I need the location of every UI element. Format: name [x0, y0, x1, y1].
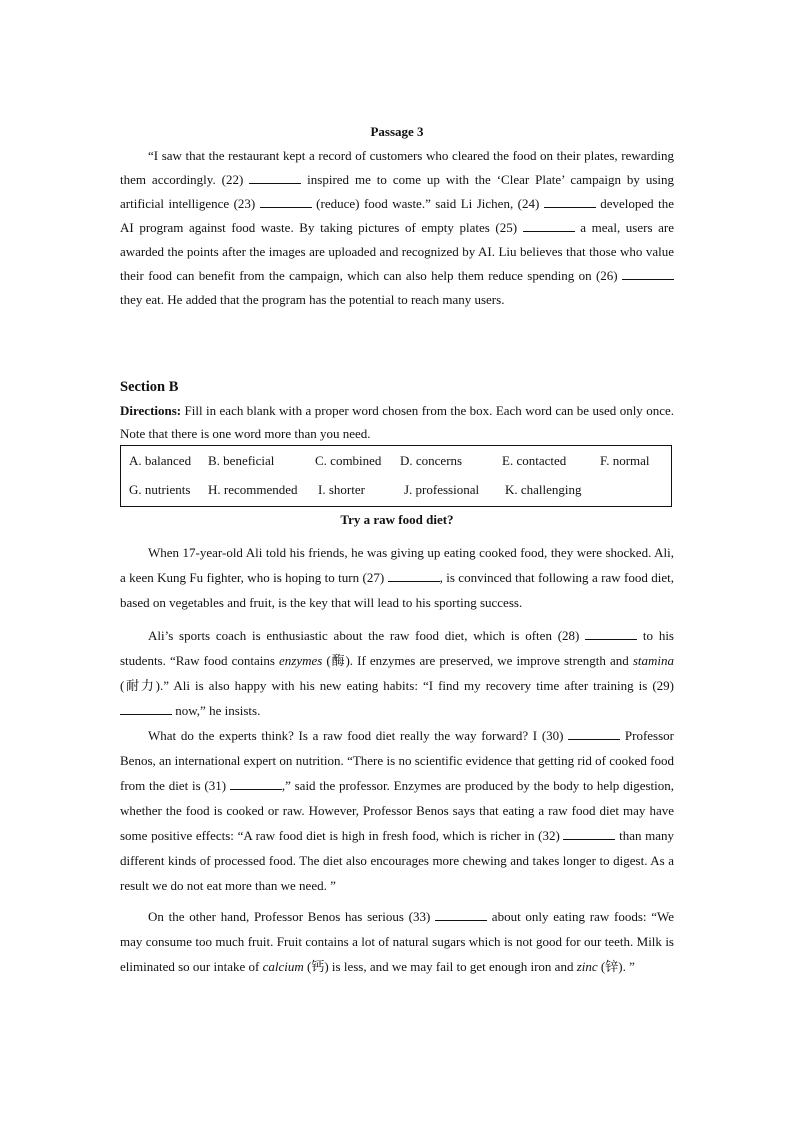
- word-option: E. contacted: [502, 453, 567, 468]
- answer-blank[interactable]: [260, 195, 312, 208]
- word-option: J. professional: [404, 482, 480, 497]
- word-option: C. combined: [315, 453, 382, 468]
- text-run: (reduce) food waste.” said Li Jichen, (24): [311, 196, 544, 211]
- word-option: G. nutrients: [129, 482, 191, 497]
- text-run: (锌). ”: [597, 959, 635, 974]
- answer-blank[interactable]: [388, 569, 440, 582]
- text-run: now,” he insists.: [172, 703, 261, 718]
- text-run: to his students. “Raw food contains: [120, 628, 674, 668]
- text-run: When 17-year-old Ali told his friends, he was giving up eating cooked food, they were shocked. Ali, a keen Kung Fu fighter, who is hoping to turn (27): [120, 545, 674, 585]
- word-option: F. normal: [600, 453, 650, 468]
- text-run: (酶). If enzymes are preserved, we improve strength and: [322, 653, 633, 668]
- text-run: about only eating raw foods: “We may consume too much fruit. Fruit contains a lot of natural sugars which is not good for our teeth. Milk is eliminated so our intake of: [120, 909, 674, 974]
- answer-blank[interactable]: [435, 908, 487, 921]
- text-run: What do the experts think? Is a raw food diet really the way forward? I (30): [148, 728, 569, 743]
- directions-text: Fill in each blank with a proper word chosen from the box. Each word can be used only once. Note that there is one word more than you need.: [120, 403, 674, 441]
- section-b-heading: Section B: [120, 379, 179, 395]
- word-option: B. beneficial: [208, 453, 275, 468]
- italic-term: zinc: [576, 959, 598, 974]
- story-paragraph-1: [120, 540, 674, 615]
- italic-term: calcium: [262, 959, 304, 974]
- text-run: (钙) is less, and we may fail to get enough iron and: [303, 959, 577, 974]
- text-run: Professor Benos, an international expert on nutrition. “There is no scientific evidence that getting rid of cooked food from the diet is (31): [120, 728, 675, 793]
- answer-blank[interactable]: [523, 219, 575, 232]
- answer-blank[interactable]: [544, 195, 596, 208]
- answer-blank[interactable]: [622, 267, 674, 280]
- word-box: [120, 445, 672, 507]
- word-option: K. challenging: [505, 482, 582, 497]
- story-title: Try a raw food diet?: [340, 512, 454, 527]
- answer-blank[interactable]: [568, 727, 620, 740]
- answer-blank[interactable]: [563, 827, 615, 840]
- text-run: a meal, users are awarded the points after the images are uploaded and recognized by AI. Liu believes that those who value their food can benefit from the campaign, which can also help them reduce spending on (26): [120, 220, 674, 283]
- text-run: On the other hand, Professor Benos has serious (33): [148, 909, 436, 924]
- directions: [120, 399, 674, 445]
- passage-title: Passage 3: [370, 124, 424, 139]
- word-option: D. concerns: [400, 453, 463, 468]
- story-paragraph-3: [120, 723, 674, 898]
- word-option: A. balanced: [129, 453, 192, 468]
- word-option: I. shorter: [318, 482, 365, 497]
- text-run: Ali’s sports coach is enthusiastic about the raw food diet, which is often (28): [148, 628, 586, 643]
- text-run: developed the AI program against food waste. By taking pictures of empty plates (25): [120, 196, 675, 235]
- word-option: H. recommended: [208, 482, 298, 497]
- story-paragraph-2: [120, 623, 674, 723]
- text-run: ,” said the professor. Enzymes are produced by the body to help digestion, whether the food is cooked or raw. However, Professor Benos says that eating a raw food diet may have some positive effects: “A raw food diet is high in fresh food, which is richer in (32): [120, 778, 674, 843]
- text-run: (耐力).” Ali is also happy with his new eating habits: “I find my recovery time after training is (29): [120, 678, 674, 693]
- italic-term: stamina: [632, 653, 674, 668]
- text-run: they eat. He added that the program has the potential to reach many users.: [120, 292, 505, 307]
- text-run: inspired me to come up with the ‘Clear Plate’ campaign by using artificial intelligence (23): [120, 172, 674, 211]
- italic-term: enzymes: [279, 653, 323, 668]
- text-run: , is convinced that following a raw food diet, based on vegetables and fruit, is the key that will lead to his sporting success.: [120, 570, 674, 610]
- answer-blank[interactable]: [230, 777, 282, 790]
- answer-blank[interactable]: [585, 627, 637, 640]
- answer-blank[interactable]: [249, 171, 301, 184]
- passage3-paragraph: [120, 144, 674, 312]
- story-paragraph-4: [120, 904, 674, 979]
- text-run: than many different kinds of processed food. The diet also encourages more chewing and takes longer to digest. As a result we do not eat more than we need. ”: [120, 828, 675, 893]
- directions-label: Directions:: [120, 403, 182, 418]
- answer-blank[interactable]: [120, 702, 172, 715]
- text-run: “I saw that the restaurant kept a record of customers who cleared the food on their plates, rewarding them accordingly. (22): [120, 148, 674, 187]
